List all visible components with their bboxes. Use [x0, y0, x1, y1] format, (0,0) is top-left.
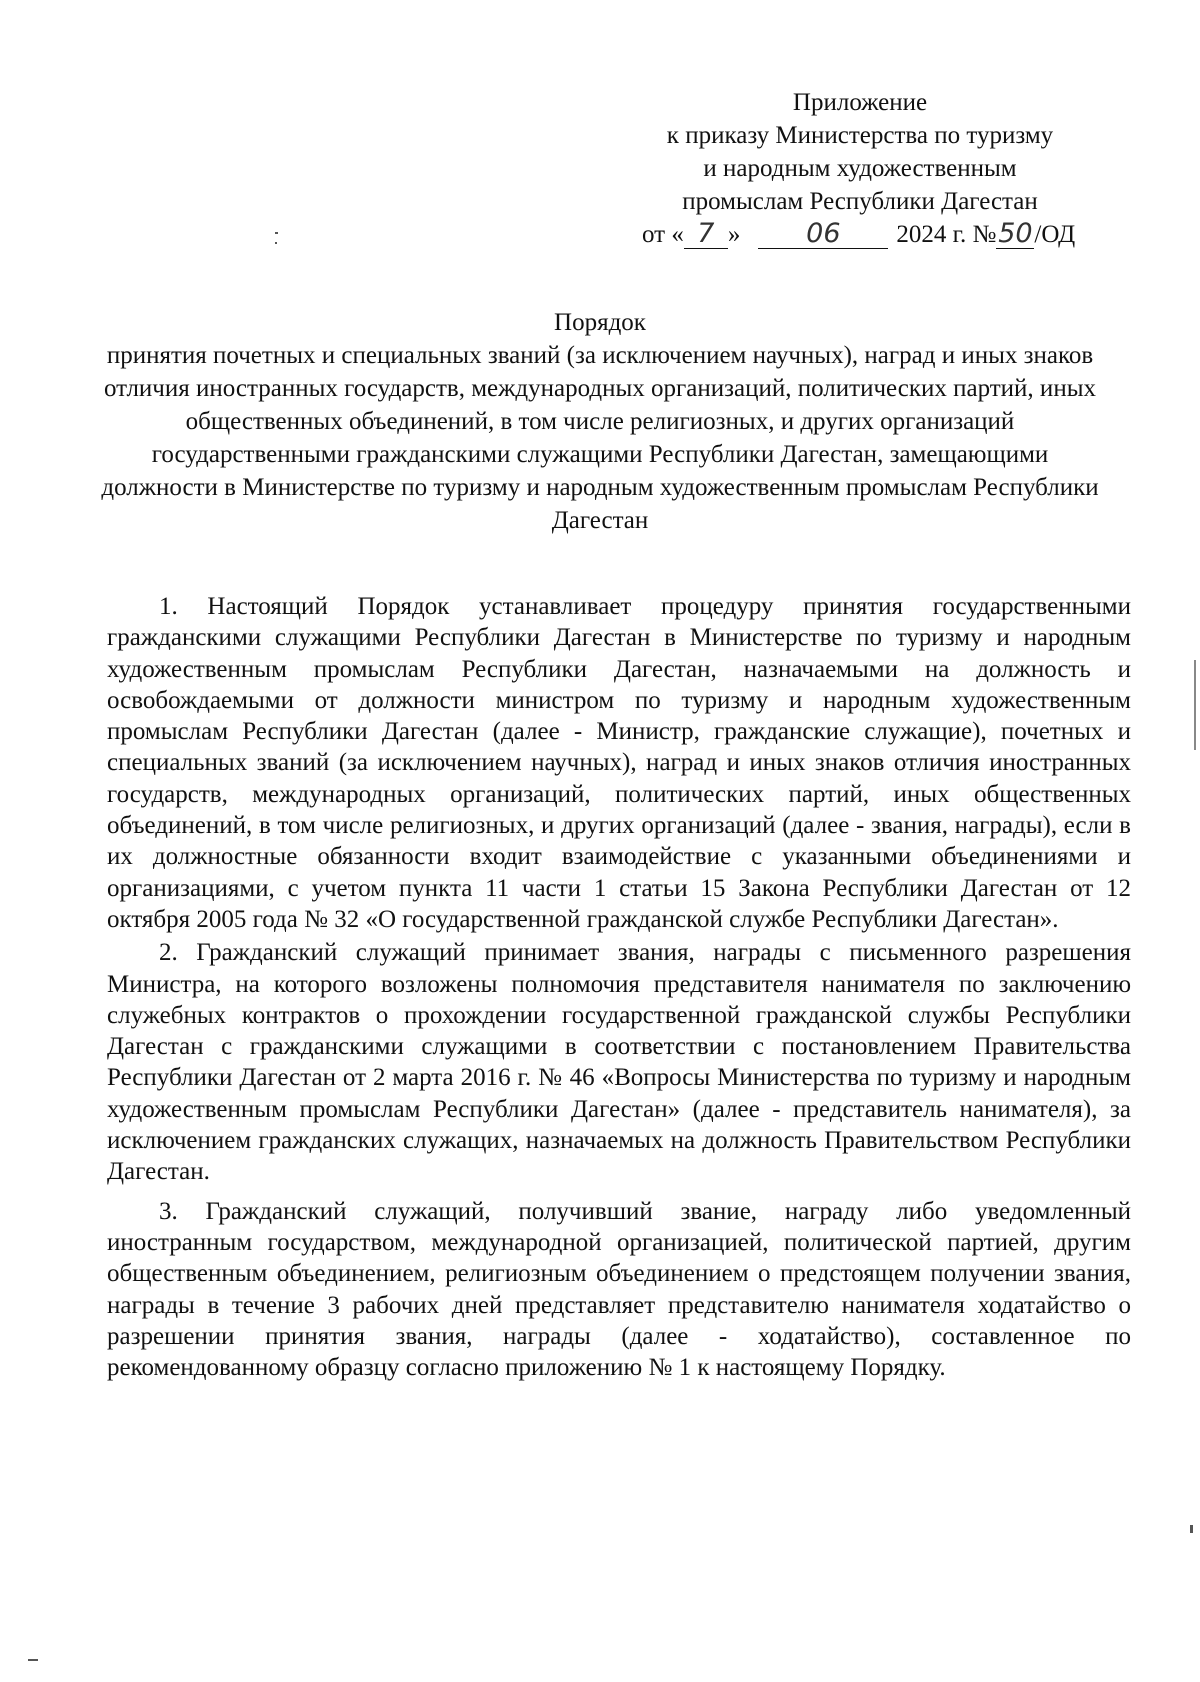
scan-speck: [1194, 660, 1196, 750]
paragraph-1: 1. Настоящий Порядок устанавливает процедуру принятия государственными гражданскими служащими Республики Дагестан в Министерстве по туризму и народным художественным промыслам Республики Дагестан, назначаемыми на должность и освобождаемыми от должности министром по туризму и народным художественным промыслам Республики Дагестан (далее - Министр, гражданские служащие), почетных и специальных званий (за исключением научных), наград и иных знаков отличия иностранных государств, международных организаций, политических партий, иных общественных объединений, в том числе религиозных, и других организаций (далее - звания, награды), если в их должностные обязанности входит взаимодействие с указанными объединениями и организациями, с учетом пункта 11 части 1 статьи 15 Закона Республики Дагестан от 12 октября 2005 года № 32 «О государственной гражданской службе Республики Дагестан».: [107, 593, 1131, 933]
document-title: Порядок: [554, 309, 646, 336]
order-number-handwritten: 50: [998, 218, 1033, 249]
date-month-field: [758, 218, 888, 249]
date-mid: »: [727, 221, 741, 248]
date-prefix: от «: [642, 221, 684, 248]
scan-speck: [28, 1659, 38, 1661]
annex-title: Приложение: [792, 89, 928, 116]
document-subtitle: принятия почетных и специальных званий (за исключением научных), наград и иных знаков отличия иностранных государств, международных организаций, политических партий, иных общественных объединений, в том числе религиозных, и других организаций государственными гражданскими служащими Республики Дагестан, замещающими должности в Министерстве по туризму и народным художественным промыслам Республики Дагестан: [101, 342, 1099, 534]
annex-order-line: к приказу Министерства по туризму: [666, 122, 1054, 149]
annex-republic-line: промыслам Республики Дагестан: [682, 188, 1038, 215]
scan-speck: [275, 242, 277, 244]
paragraph-2: 2. Гражданский служащий принимает звания, награды с письменного разрешения Министра, на которого возложены полномочия представителя нанимателя по заключению служебных контрактов о прохождении государственной гражданской службы Республики Дагестан с гражданскими служащими в соответствии с постановлением Правительства Республики Дагестан от 2 марта 2016 г. № 46 «Вопросы Министерства по туризму и народным художественным промыслам Республики Дагестан» (далее - представитель нанимателя), за исключением гражданских служащих, назначаемых на должность Правительством Республики Дагестан.: [107, 939, 1131, 1186]
annex-header: [620, 86, 1100, 251]
order-date-line: [620, 218, 1100, 251]
date-day-field: [684, 218, 728, 249]
order-number-field: [996, 218, 1034, 249]
document-body: [107, 591, 1131, 1383]
date-month-handwritten: 06: [806, 218, 841, 249]
date-year: 2024 г. №: [896, 221, 997, 248]
document-title-block: [100, 306, 1100, 537]
date-day-handwritten: 7: [697, 218, 715, 249]
annex-ministry-line: и народным художественным: [703, 155, 1017, 182]
scan-speck: [275, 232, 278, 234]
paragraph-3: 3. Гражданский служащий, получивший звание, награду либо уведомленный иностранным государством, международной организацией, политической партией, другим общественным объединением, религиозным объединением о предстоящем получении звания, награды в течение 3 рабочих дней представляет представителю нанимателя ходатайство о разрешении принятия звания, награды (далее - ходатайство), составленное по рекомендованному образцу согласно приложению № 1 к настоящему Порядку.: [107, 1197, 1131, 1382]
scan-speck: [1190, 1525, 1193, 1533]
order-number-suffix: /ОД: [1034, 221, 1076, 248]
